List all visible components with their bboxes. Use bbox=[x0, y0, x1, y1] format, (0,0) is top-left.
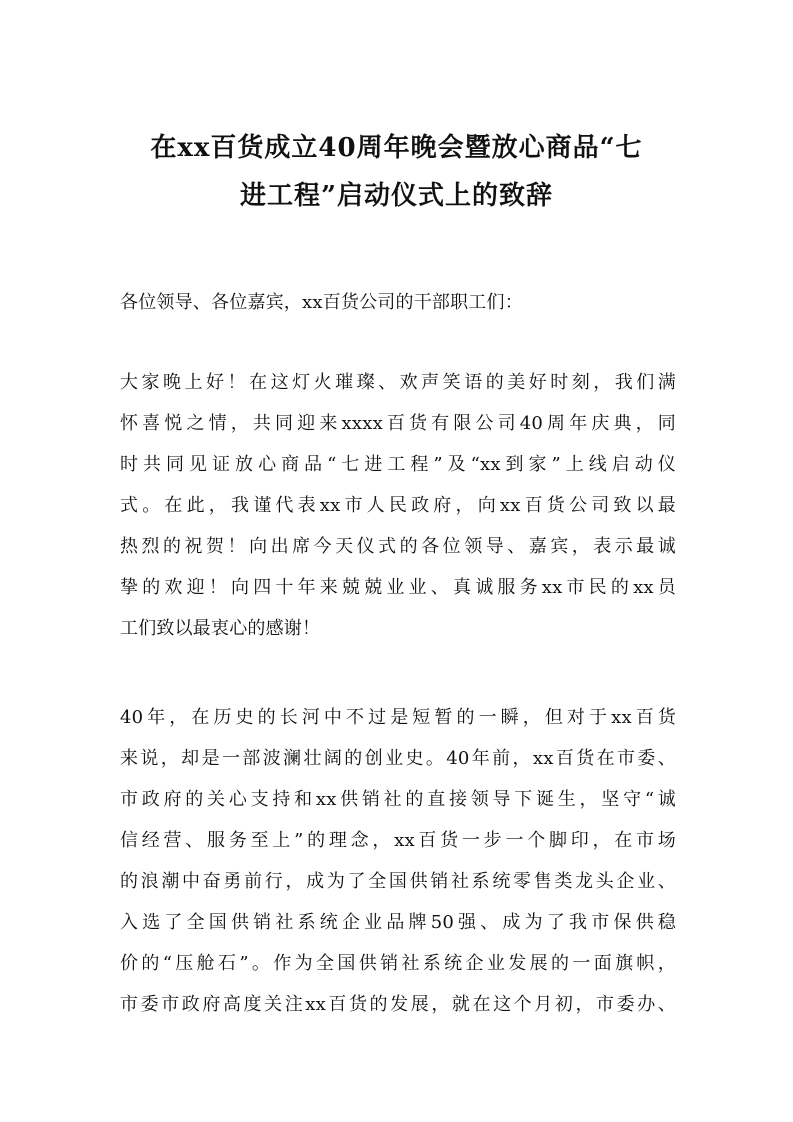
paragraph-2-line: 市政府的关心支持和xx供销社的直接领导下诞生，坚守“诚 bbox=[120, 789, 676, 810]
paragraph-1-line: 工们致以最衷心的感谢！ bbox=[120, 618, 321, 639]
document-title-line-2: 进工程”启动仪式上的致辞 bbox=[240, 181, 553, 211]
paragraph-2-line: 入选了全国供销社系统企业品牌50强、成为了我市保供稳 bbox=[120, 912, 676, 933]
paragraph-2-line: 市委市政府高度关注xx百货的发展，就在这个月初，市委办、 bbox=[120, 994, 676, 1015]
paragraph-2-line: 价的“压舱石”。作为全国供销社系统企业发展的一面旗帜， bbox=[120, 953, 676, 974]
paragraph-2-line: 信经营、服务至上”的理念，xx百货一步一个脚印，在市场 bbox=[120, 830, 676, 851]
paragraph-1-line: 热烈的祝贺！向出席今天仪式的各位领导、嘉宾，表示最诚 bbox=[120, 536, 676, 557]
paragraph-2-line: 40年，在历史的长河中不过是短暂的一瞬，但对于xx百货 bbox=[120, 707, 676, 728]
salutation: 各位领导、各位嘉宾，xx百货公司的干部职工们： bbox=[120, 292, 523, 313]
paragraph-1-line: 怀喜悦之情，共同迎来xxxx百货有限公司40周年庆典，同 bbox=[120, 413, 676, 434]
paragraph-1-line: 挚的欢迎！向四十年来兢兢业业、真诚服务xx市民的xx员 bbox=[120, 577, 676, 598]
paragraph-1-line: 时共同见证放心商品“七进工程”及“xx到家”上线启动仪 bbox=[120, 454, 676, 475]
paragraph-1-line: 式。在此，我谨代表xx市人民政府，向xx百货公司致以最 bbox=[120, 495, 676, 516]
paragraph-2-line: 来说，却是一部波澜壮阔的创业史。40年前，xx百货在市委、 bbox=[120, 748, 676, 769]
paragraph-1-line: 大家晚上好！在这灯火璀璨、欢声笑语的美好时刻，我们满 bbox=[120, 372, 676, 393]
paragraph-2-line: 的浪潮中奋勇前行，成为了全国供销社系统零售类龙头企业、 bbox=[120, 871, 676, 892]
document-title-line-1: 在xx百货成立40周年晚会暨放心商品“七 bbox=[150, 133, 643, 163]
